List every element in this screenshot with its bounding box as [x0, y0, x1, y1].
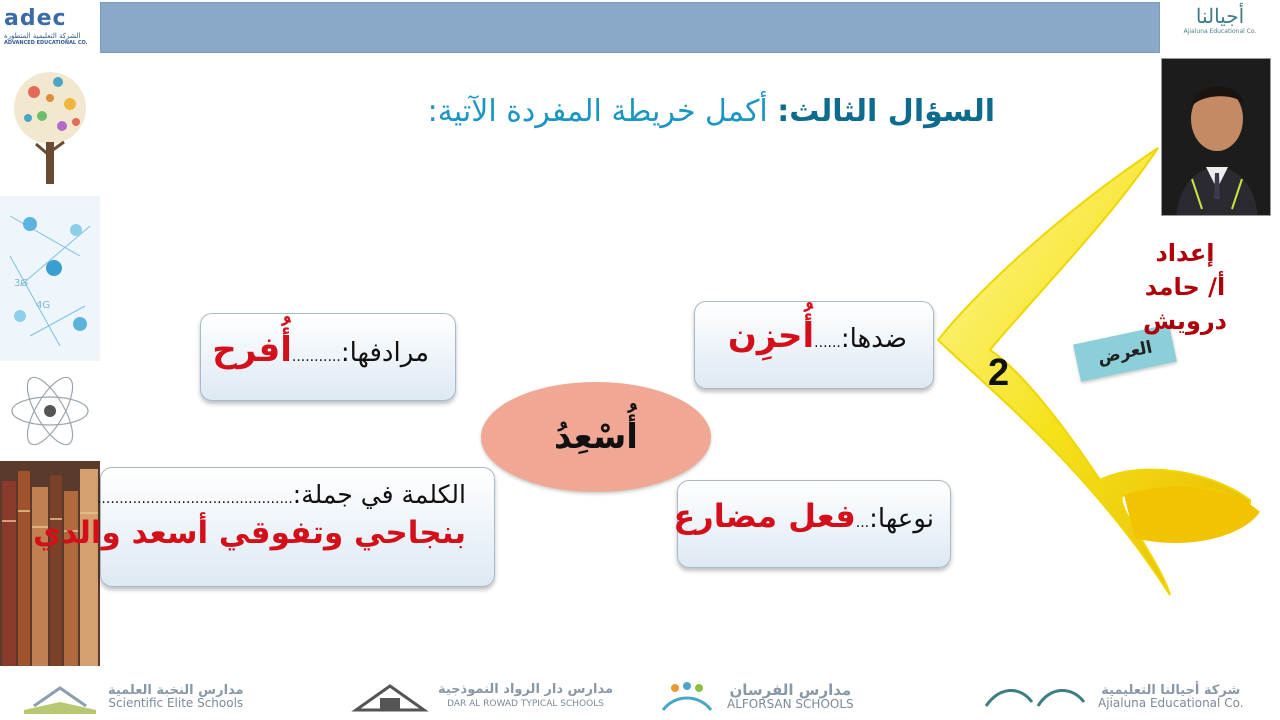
type-dots: ...: [855, 515, 870, 531]
left-decoration-strip: [0, 56, 100, 666]
antonym-label: ضدها:: [840, 324, 907, 354]
synonym-box: [200, 313, 456, 401]
question-title: [428, 94, 995, 129]
aec-logo-text: adec: [4, 6, 67, 31]
top-header-bar: [100, 2, 1160, 53]
atom-illustration: [0, 361, 100, 461]
sentence-box: [32, 467, 495, 587]
synonym-label: مرادفها:: [340, 338, 429, 368]
footer-logo-ajyaluna: [980, 680, 1244, 714]
type-label: نوعها:: [869, 504, 934, 534]
presenter-photo: [1161, 58, 1271, 216]
aec-logo: [0, 0, 100, 56]
footer-logo-rowad: [350, 680, 613, 714]
prepared-by-label: إعداد: [1155, 239, 1215, 267]
footer-elite-en: Scientific Elite Schools: [108, 696, 244, 710]
footer-forsan-en: ALFORSAN SCHOOLS: [727, 696, 854, 711]
svg-text:3G: 3G: [14, 278, 29, 289]
slide-number: 2: [988, 352, 1010, 394]
center-word: أُسْعِدُ: [554, 417, 638, 457]
footer-school-logos: [0, 668, 1280, 720]
tree-illustration: [0, 56, 100, 196]
books-illustration: [0, 461, 100, 666]
footer-rowad-ar: مدارس دار الرواد النموذجية: [438, 682, 613, 697]
sentence-dots: ............................................: [96, 491, 293, 507]
antonym-answer: أُحزِن: [727, 316, 815, 356]
sentence-label: الكلمة في جملة:: [292, 480, 466, 509]
synonym-dots: ...........: [291, 349, 341, 365]
presenter-name: أ/ حامد درويش: [1143, 273, 1227, 335]
footer-ajyaluna-en: Ajialuna Educational Co.: [1098, 696, 1244, 710]
footer-elite-ar: مدارس النخبة العلمية: [108, 683, 244, 698]
technology-network-illustration: [0, 196, 100, 361]
book-icon: [20, 680, 100, 714]
people-icon: [655, 680, 719, 714]
footer-logo-forsan: [655, 680, 854, 714]
ajyaluna-logo-sub: Ajialuna Educational Co.: [1183, 28, 1257, 35]
ajyaluna-logo-text: أجيالنا: [1195, 4, 1245, 28]
antonym-box: [694, 301, 934, 389]
aec-logo-english: ADVANCED EDUCATIONAL CO.: [4, 40, 88, 46]
question-label: السؤال الثالث:: [777, 94, 995, 129]
footer-logo-elite: [20, 680, 244, 714]
footer-ajyaluna-ar: شركة أجيالنا التعليمية: [1101, 683, 1241, 698]
ajyaluna-logo: [1160, 0, 1280, 56]
synonym-answer: أُفرح: [212, 330, 292, 370]
type-box: [673, 480, 951, 568]
svg-text:4G: 4G: [36, 300, 51, 311]
footer-forsan-ar: مدارس الفرسان: [729, 680, 852, 699]
aec-logo-arabic: الشركة التعليمية المتطورة: [4, 32, 81, 40]
antonym-dots: ......: [814, 335, 841, 351]
footer-rowad-en: DAR AL ROWAD TYPICAL SCHOOLS: [447, 699, 604, 709]
slide-tag: العرض: [1073, 324, 1177, 382]
presenter-credit: [1100, 236, 1270, 338]
center-word-ellipse: [481, 382, 711, 492]
question-text: أكمل خريطة المفردة الآتية:: [427, 94, 778, 129]
building-icon: [350, 680, 430, 714]
type-answer: فعل مضارع: [673, 497, 856, 535]
sentence-answer: بنجاحي وتفوقي أسعد والدي: [32, 515, 466, 551]
ajyaluna-emblem-icon: [980, 680, 1090, 714]
